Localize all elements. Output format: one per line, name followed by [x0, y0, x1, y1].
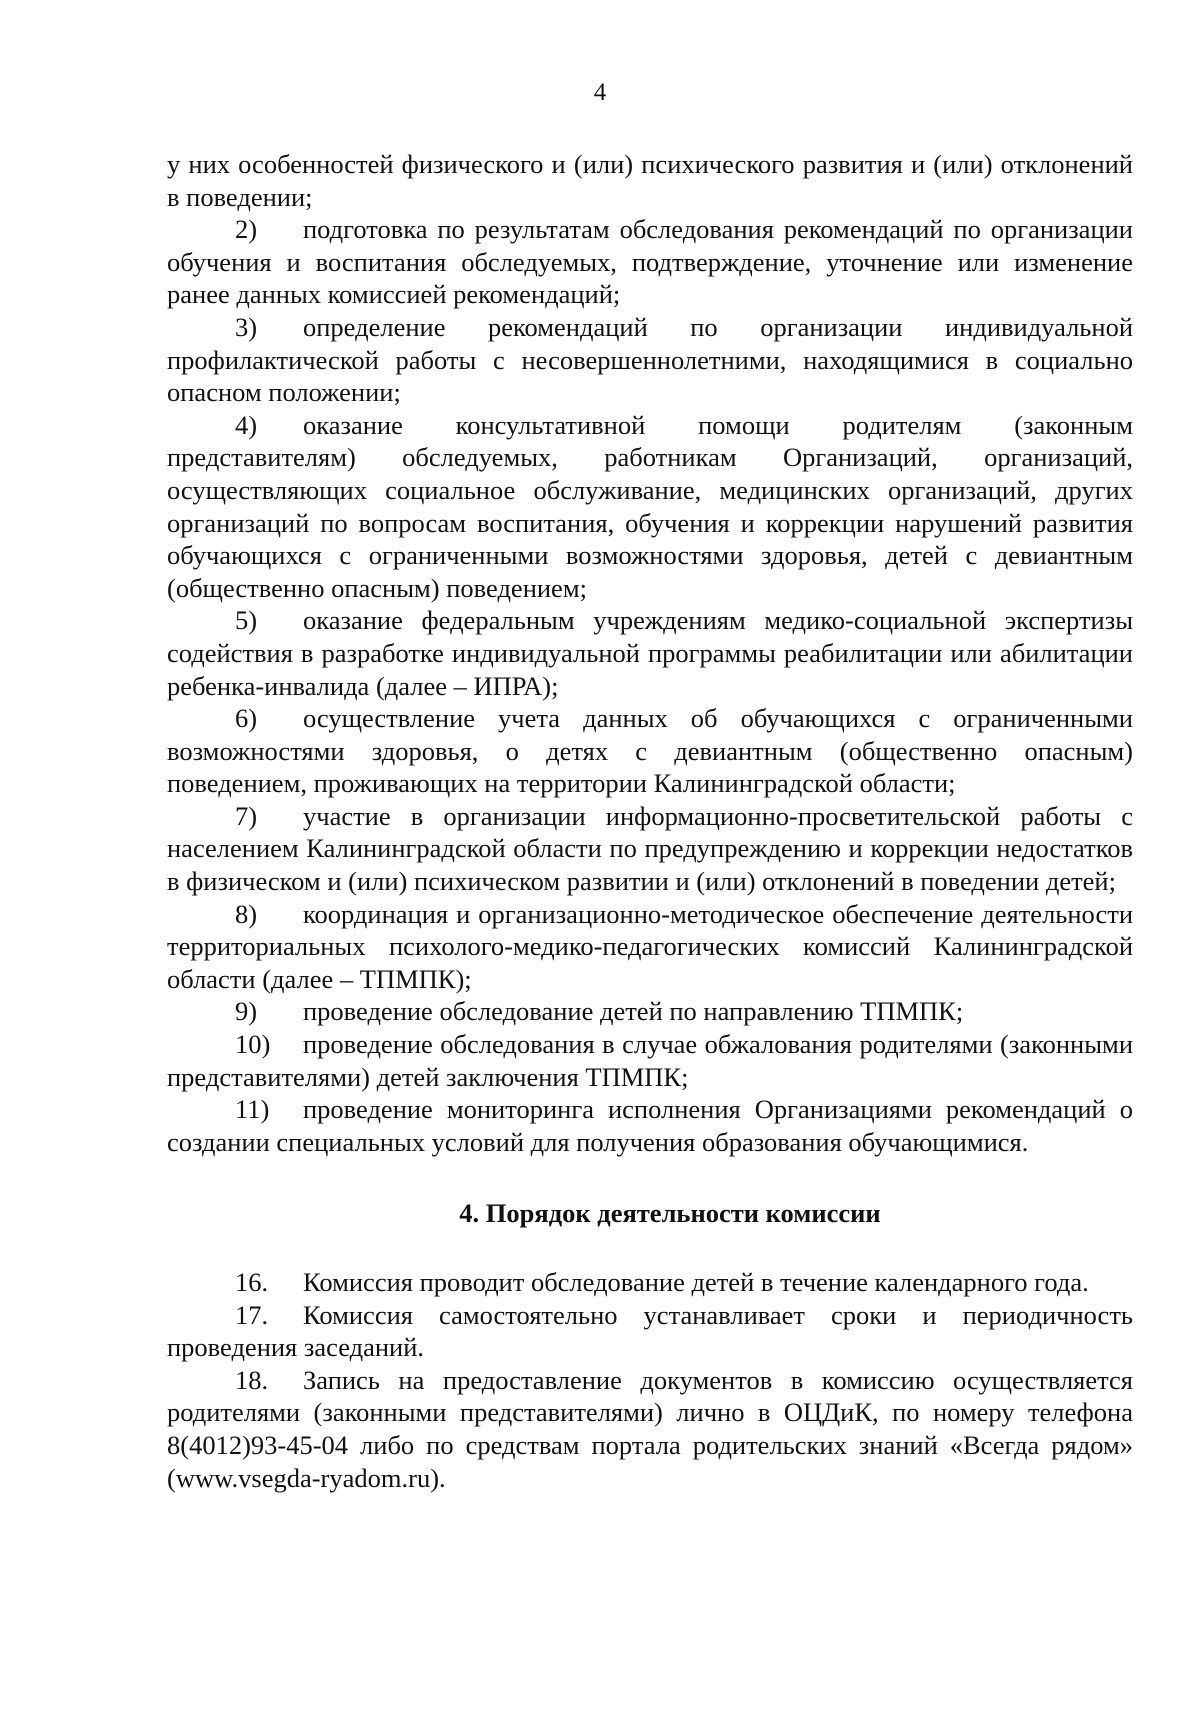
list-item — [167, 800, 1133, 898]
list-item — [167, 213, 1133, 311]
list-item-number: 11) — [235, 1094, 270, 1125]
document-body — [167, 148, 1133, 1494]
list-item — [167, 995, 1133, 1028]
list-item — [167, 1028, 1133, 1093]
list-item-text: участие в организации информационно-просветительской работы с населением Калининградской области по предупреждению и коррекции недостатков в физическом и (или) психическом развитии и (или) отклонений в поведении детей; — [167, 800, 1133, 897]
list-item — [167, 702, 1133, 800]
list-item-text: проведение обследование детей по направлению ТПМПК; — [303, 996, 964, 1027]
list-item-number: 9) — [235, 996, 258, 1027]
clause-text: Запись на предоставление документов в комиссию осуществляется родителями (законными представителями) лично в ОЦДиК, по номеру телефона 8(4012)93-45-04 либо по средствам портала родительских знаний «Всегда рядом» (www.vsegda-ryadom.ru). — [167, 1364, 1133, 1493]
list-item-number: 7) — [235, 800, 258, 831]
list-item-text: определение рекомендаций по организации индивидуальной профилактической работы с несовершеннолетними, находящимися в социально опасном положении; — [167, 311, 1133, 408]
intro-paragraph: у них особенностей физического и (или) психического развития и (или) отклонений в поведении; — [167, 149, 1133, 212]
list-item — [167, 604, 1133, 702]
list-item-number: 5) — [235, 605, 258, 636]
clause-number: 18. — [235, 1364, 269, 1395]
list-item-text: проведение мониторинга исполнения Организациями рекомендаций о создании специальных условий для получения образования обучающимися. — [167, 1094, 1133, 1157]
list-item-number: 4) — [235, 409, 258, 440]
clause-paragraph — [167, 1364, 1133, 1494]
list-item-number: 2) — [235, 214, 258, 245]
list-item-text: осуществление учета данных об обучающихся с ограниченными возможностями здоровья, о детях с девиантным (общественно опасным) поведением, проживающих на территории Калининградской области; — [167, 703, 1133, 799]
list-item-text: проведение обследования в случае обжалования родителями (законными представителями) детей заключения ТПМПК; — [167, 1029, 1133, 1092]
clause-text: Комиссия проводит обследование детей в течение календарного года. — [303, 1267, 1089, 1297]
list-item-number: 10) — [235, 1029, 271, 1060]
clause-number: 17. — [235, 1299, 269, 1330]
list-item — [167, 311, 1133, 409]
list-item — [167, 1093, 1133, 1158]
list-item-text: координация и организационно-методическое обеспечение деятельности территориальных психолого-медико-педагогических комиссий Калининградской области (далее – ТПМПК); — [167, 898, 1133, 994]
list-item-number: 8) — [235, 898, 258, 929]
list-item-text: оказание федеральным учреждениям медико-социальной экспертизы содействия в разработке индивидуальной программы реабилитации или абилитации ребенка-инвалида (далее – ИПРА); — [167, 605, 1133, 701]
list-item — [167, 409, 1133, 605]
clause-paragraph — [167, 1299, 1133, 1364]
section-heading: 4. Порядок деятельности комиссии — [459, 1198, 881, 1229]
list-item-number: 6) — [235, 703, 258, 734]
list-item-text: оказание консультативной помощи родителям (законным представителям) обследуемых, работникам Организаций, организаций, осуществляющих социальное обслуживание, медицинских организаций, других организаций по вопросам воспитания, обучения и коррекции нарушений развития обучающихся с ограниченными возможностями здоровья, детей с девиантным (общественно опасным) поведением; — [167, 409, 1133, 603]
clause-number: 16. — [235, 1267, 269, 1297]
clause-text: Комиссия самостоятельно устанавливает сроки и периодичность проведения заседаний. — [167, 1299, 1133, 1363]
list-item — [167, 898, 1133, 996]
page-number: 4 — [593, 79, 607, 106]
clause-paragraph — [167, 1266, 1133, 1299]
list-item-text: подготовка по результатам обследования рекомендаций по организации обучения и воспитания обследуемых, подтверждение, уточнение или изменение ранее данных комиссией рекомендаций; — [167, 214, 1133, 310]
list-item-number: 3) — [235, 311, 258, 342]
